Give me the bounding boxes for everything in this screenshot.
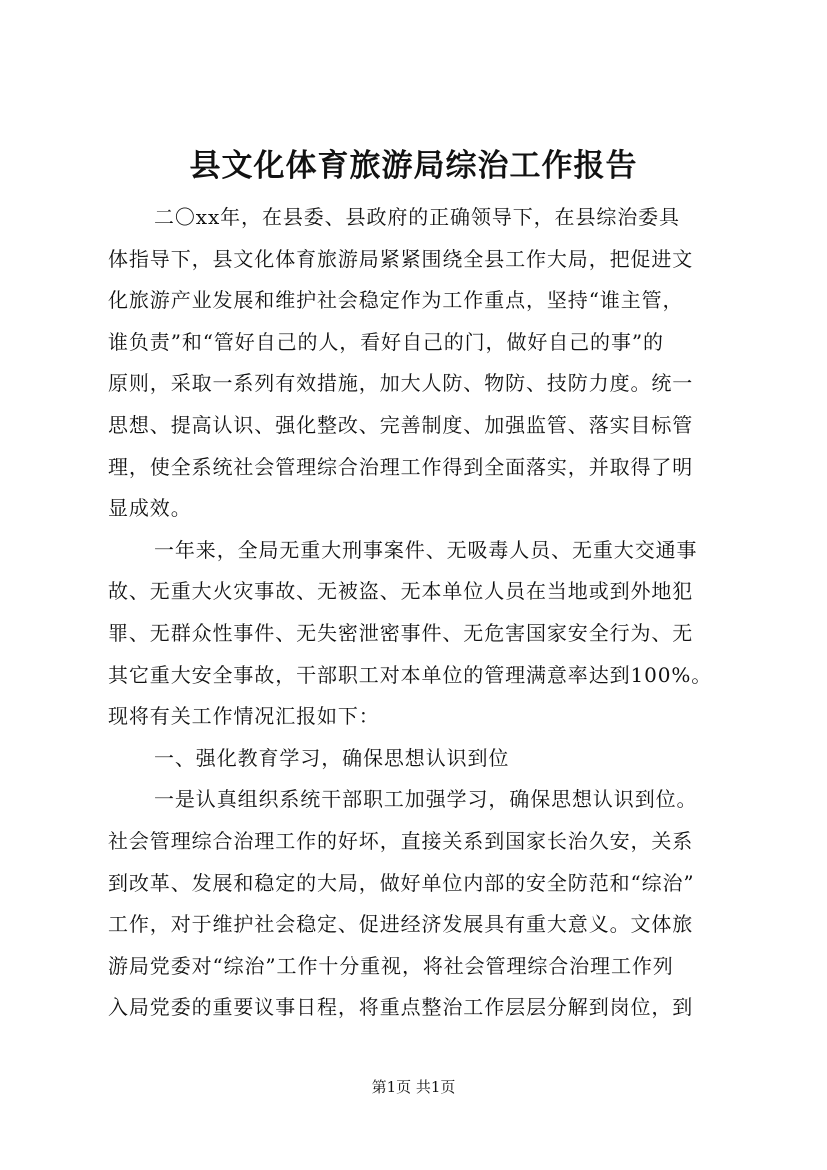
text-line: 谁负责”和“管好自己的人，看好自己的门，做好自己的事”的 <box>108 329 664 354</box>
text-line: 体指导下，县文化体育旅游局紧紧围绕全县工作大局，把促进文 <box>108 246 694 271</box>
text-line: 现将有关工作情况汇报如下： <box>108 704 380 729</box>
text-line: 思想、提高认识、强化整改、完善制度、加强监管、落实目标管 <box>108 412 694 437</box>
text-line: 工作，对于维护社会稳定、促进经济发展具有重大意义。文体旅 <box>108 912 694 937</box>
text-line: 理，使全系统社会管理综合治理工作得到全面落实，并取得了明 <box>108 454 694 479</box>
text-line: 一、强化教育学习，确保思想认识到位 <box>154 745 510 770</box>
page-footer: 第1页 共1页 <box>371 1078 456 1096</box>
text-line: 到改革、发展和稳定的大局，做好单位内部的安全防范和“综治” <box>108 870 695 895</box>
text-line: 故、无重大火灾事故、无被盗、无本单位人员在当地或到外地犯 <box>108 579 694 604</box>
text-line: 罪、无群众性事件、无失密泄密事件、无危害国家安全行为、无 <box>108 620 694 645</box>
document-title: 县文化体育旅游局综治工作报告 <box>189 148 638 184</box>
text-line: 其它重大安全事故，干部职工对本单位的管理满意率达到100%。 <box>108 662 713 687</box>
text-line: 二〇xx年，在县委、县政府的正确领导下，在县综治委具 <box>154 205 680 229</box>
text-line: 社会管理综合治理工作的好坏，直接关系到国家长治久安，关系 <box>108 828 694 853</box>
text-line: 原则，采取一系列有效措施，加大人防、物防、技防力度。统一 <box>108 371 694 396</box>
text-line: 游局党委对“综治”工作十分重视，将社会管理综合治理工作列 <box>108 953 674 978</box>
text-line: 显成效。 <box>108 496 192 521</box>
text-line: 一年来，全局无重大刑事案件、无吸毒人员、无重大交通事 <box>154 537 698 562</box>
text-line: 入局党委的重要议事日程，将重点整治工作层层分解到岗位，到 <box>108 995 694 1020</box>
text-line: 化旅游产业发展和维护社会稳定作为工作重点，坚持“谁主管， <box>108 288 684 313</box>
document-body <box>108 197 758 1029</box>
text-line: 一是认真组织系统干部职工加强学习，确保思想认识到位。 <box>154 787 698 812</box>
